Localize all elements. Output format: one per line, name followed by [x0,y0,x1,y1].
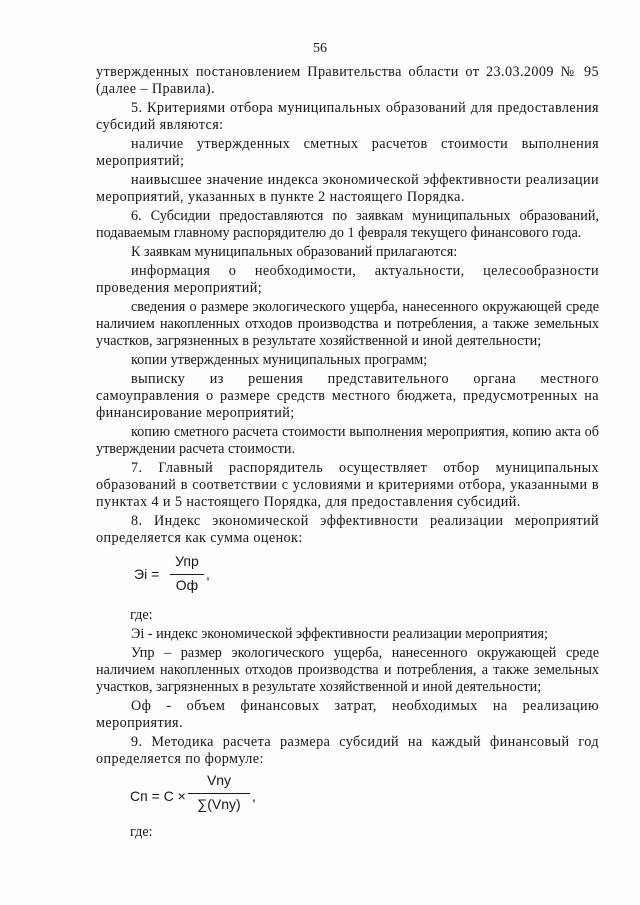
page-number: 56 [313,41,327,56]
paragraph-5-criteria: 5. Критериями отбора муниципальных образований для предоставления субсидий являются: [96,100,599,133]
formula2-numerator: Vny [206,772,232,788]
definition-upr: Упр – размер экологического ущерба, нанесенного окружающей среде наличием накопленных отходов производства и потребления, а также земельных участков, загрязненных в результате хозяйственной и иной деятельности; [96,645,599,695]
document-body [96,64,599,843]
formula1-lhs: Эi = [134,566,160,582]
paragraph-rules-ref: утвержденных постановлением Правительства области от 23.03.2009 № 95 (далее – Правила). [96,64,599,97]
attachment-information: информация о необходимости, актуальности, целесообразности проведения мероприятий; [96,263,599,296]
formula-efficiency-index [96,549,599,601]
formula2-fraction-bar [188,793,250,794]
formula-subsidy-size [96,770,599,820]
formula1-denominator: Оф [175,577,199,593]
definition-of: Оф - объем финансовых затрат, необходимых на реализацию мероприятия. [96,698,599,731]
paragraph-8-index: 8. Индекс экономической эффективности реализации мероприятий определяется как сумма оценок: [96,513,599,546]
where-label-1: где: [130,607,153,623]
paragraph-6-applications: 6. Субсидии предоставляются по заявкам муниципальных образований, подаваемым главному распорядителю до 1 февраля текущего финансового года. [96,208,599,241]
paragraph-9-method: 9. Методика расчета размера субсидий на каждый финансовый год определяется по формуле: [96,734,599,767]
where-label-2: где: [130,824,153,840]
formula1-fraction-bar [170,574,204,575]
attachment-programs: копии утвержденных муниципальных программ; [131,352,428,368]
paragraph-attachments-intro: К заявкам муниципальных образований прилагаются: [131,244,458,260]
formula2-comma: , [252,788,256,804]
attachment-estimate-copy: копию сметного расчета стоимости выполнения мероприятия, копию акта об утверждении расчета стоимости. [96,424,599,457]
formula1-numerator: Упр [175,553,199,569]
attachment-budget-extract: выписку из решения представительного органа местного самоуправления о размере средств местного бюджета, предусмотренных на финансирование мероприятий; [96,371,599,421]
formula2-denominator: ∑(Vny) [197,796,241,812]
criterion-efficiency-index: наивысшее значение индекса экономической эффективности реализации мероприятий, указанных в пункте 2 настоящего Порядка. [96,172,599,205]
criterion-estimates: наличие утвержденных сметных расчетов стоимости выполнения мероприятий; [96,136,599,169]
attachment-damage-info: сведения о размере экологического ущерба, нанесенного окружающей среде наличием накопленных отходов производства и потребления, а также земельных участков, загрязненных в результате хозяйственной и иной деятельности; [96,299,599,349]
formula2-lhs: Сп = С × [130,788,186,804]
formula1-comma: , [206,566,210,582]
definition-ei: Эi - индекс экономической эффективности реализации мероприятия; [131,626,548,642]
paragraph-7-selection: 7. Главный распорядитель осуществляет отбор муниципальных образований в соответствии с условиями и критериями отбора, указанными в пунктах 4 и 5 настоящего Порядка, для предоставления субсидий. [96,460,599,510]
